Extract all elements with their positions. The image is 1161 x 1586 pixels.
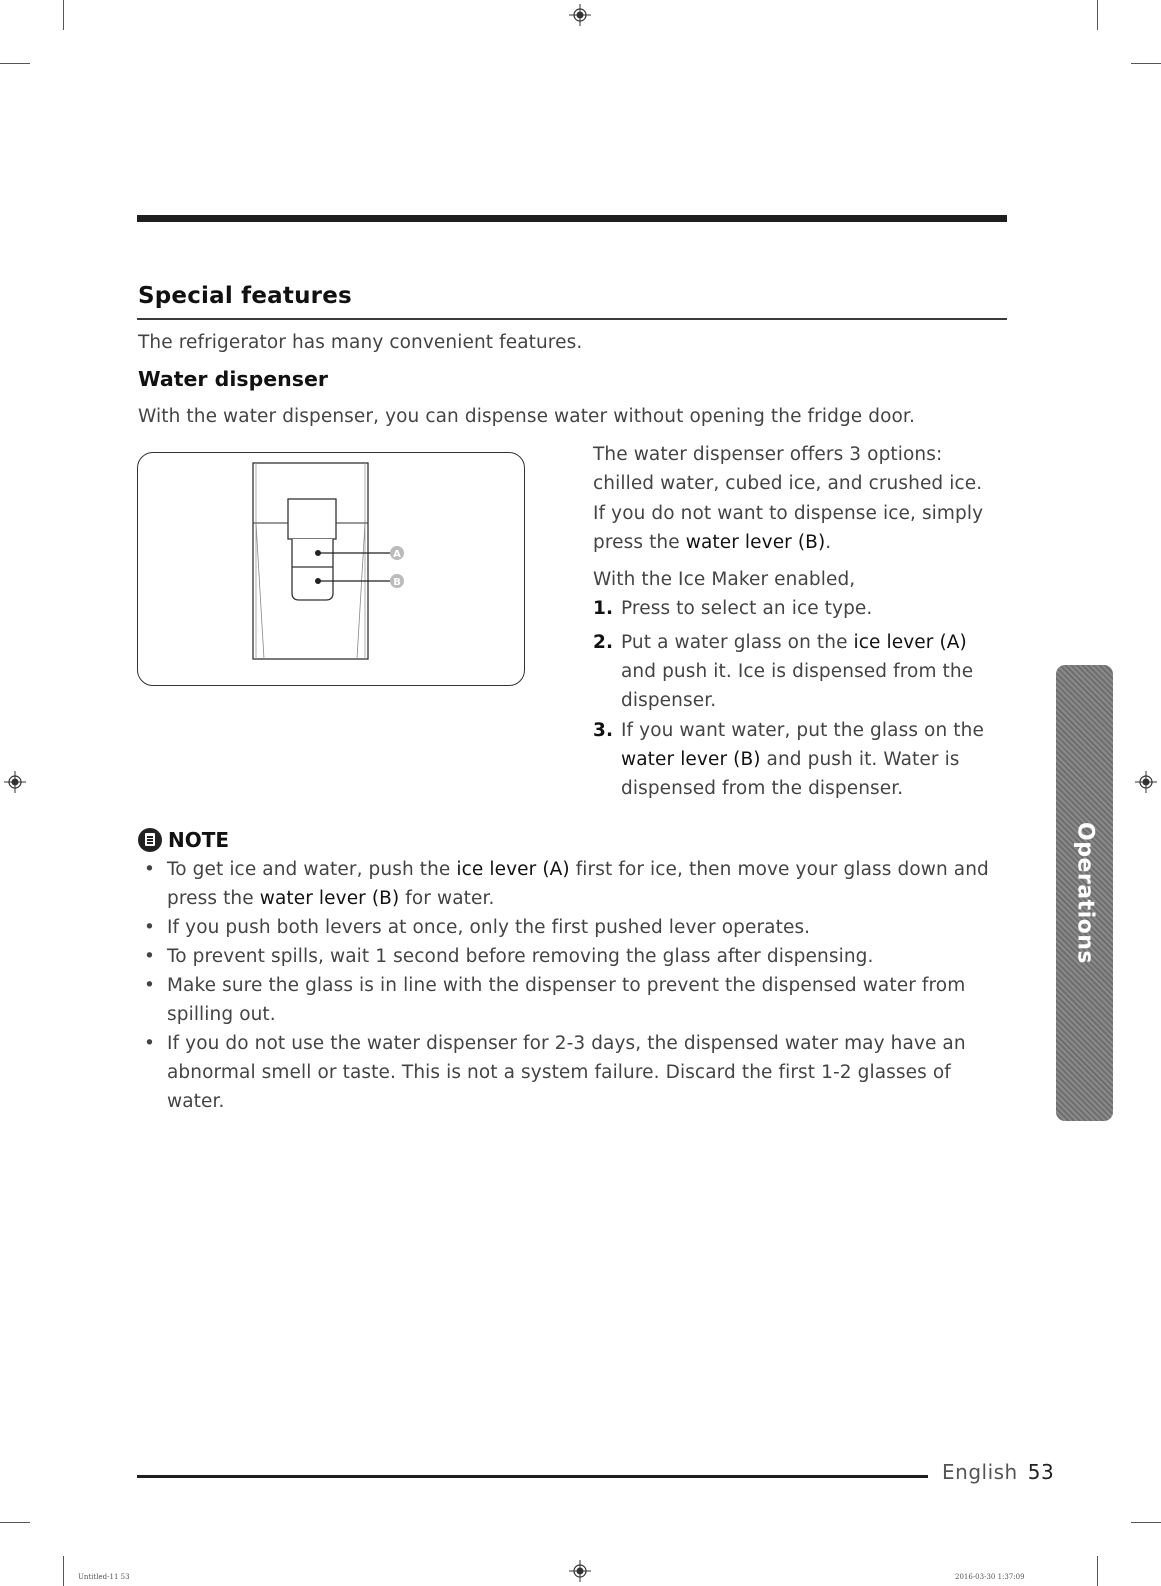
section-title-rule bbox=[137, 318, 1007, 320]
options-line2: chilled water, cubed ice, and crushed ice. bbox=[593, 473, 983, 494]
note-item bbox=[138, 942, 1018, 971]
note-item bbox=[138, 971, 1018, 1029]
water-lever-ref: water lever (B) bbox=[259, 888, 400, 909]
step-2 bbox=[593, 628, 1013, 715]
note-title: NOTE bbox=[168, 828, 230, 852]
section-title: Special features bbox=[138, 283, 352, 309]
no-ice-line1: If you do not want to dispense ice, simply bbox=[593, 503, 984, 524]
bullet: • bbox=[144, 975, 156, 996]
note-text-part: press the bbox=[167, 888, 260, 909]
dispenser-illustration bbox=[138, 453, 523, 684]
step-3 bbox=[593, 716, 1013, 803]
section-intro: The refrigerator has many convenient features. bbox=[138, 332, 583, 353]
step-text-part: Put a water glass on the bbox=[621, 632, 854, 653]
footer-rule bbox=[137, 1475, 928, 1478]
step-text-part: and push it. Water is bbox=[760, 749, 960, 770]
page-number: 53 bbox=[1027, 1460, 1055, 1484]
crop-mark bbox=[1097, 1556, 1098, 1586]
note-line: water. bbox=[167, 1091, 225, 1112]
note-line: If you do not use the water dispenser for 2-3 days, the dispensed water may have an bbox=[167, 1033, 966, 1054]
bullet: • bbox=[144, 946, 156, 967]
crop-mark bbox=[1097, 0, 1098, 30]
options-line1: The water dispenser offers 3 options: bbox=[593, 444, 943, 465]
print-slug-file: Untitled-11 53 bbox=[78, 1573, 130, 1581]
crop-mark bbox=[0, 1522, 30, 1523]
crop-mark bbox=[63, 0, 64, 30]
crop-mark bbox=[1131, 1522, 1161, 1523]
crop-mark bbox=[1131, 63, 1161, 64]
step-number: 1. bbox=[593, 598, 614, 619]
step-text: If you want water, put the glass on the bbox=[621, 720, 984, 741]
no-ice-line2 bbox=[593, 528, 1013, 557]
ice-maker-enabled: With the Ice Maker enabled, bbox=[593, 569, 856, 590]
step-number: 2. bbox=[593, 632, 614, 653]
note-item bbox=[138, 855, 1018, 913]
step-text: Press to select an ice type. bbox=[621, 598, 873, 619]
note-line bbox=[167, 884, 1018, 913]
dispenser-figure bbox=[137, 452, 525, 686]
subsection-intro: With the water dispenser, you can dispense water without opening the fridge door. bbox=[138, 406, 915, 427]
note-list bbox=[138, 855, 1018, 1116]
registration-mark-icon bbox=[1135, 771, 1157, 793]
no-ice-text-part: . bbox=[825, 532, 832, 553]
water-lever-ref: water lever (B) bbox=[621, 749, 761, 770]
print-slug-date: 2016-03-30 1:37:09 bbox=[955, 1573, 1025, 1581]
note-line: spilling out. bbox=[167, 1004, 276, 1025]
bullet: • bbox=[144, 859, 156, 880]
page-footer bbox=[942, 1460, 1054, 1484]
step-text: and push it. Ice is dispensed from the bbox=[621, 661, 974, 682]
note-line: Make sure the glass is in line with the dispenser to prevent the dispensed water from bbox=[167, 975, 966, 996]
bullet: • bbox=[144, 1033, 156, 1054]
label-a: A bbox=[393, 549, 401, 560]
no-ice-text-part: press the bbox=[593, 532, 686, 553]
note-text-part: for water. bbox=[399, 888, 495, 909]
note-text-part: first for ice, then move your glass down and bbox=[569, 859, 989, 880]
note-line bbox=[167, 855, 1018, 884]
registration-mark-icon bbox=[4, 771, 26, 793]
bullet: • bbox=[144, 917, 156, 938]
options-text bbox=[593, 440, 1013, 498]
step-text: dispensed from the dispenser. bbox=[621, 778, 904, 799]
note-line: If you push both levers at once, only the first pushed lever operates. bbox=[167, 917, 811, 938]
note-icon bbox=[138, 828, 162, 852]
step-text bbox=[621, 628, 1013, 657]
side-tab-label: Operations bbox=[1072, 822, 1097, 964]
note-item bbox=[138, 913, 1018, 942]
note-text-part: To get ice and water, push the bbox=[167, 859, 457, 880]
crop-mark bbox=[0, 63, 30, 64]
note-line: abnormal smell or taste. This is not a system failure. Discard the first 1-2 glasses of bbox=[167, 1062, 951, 1083]
section-side-tab bbox=[1056, 665, 1113, 1121]
step-number: 3. bbox=[593, 720, 614, 741]
step-1 bbox=[593, 594, 1013, 623]
note-item bbox=[138, 1029, 1018, 1116]
ice-lever-ref: ice lever (A) bbox=[853, 632, 967, 653]
no-ice-text bbox=[593, 499, 1013, 557]
note-heading bbox=[138, 828, 229, 852]
water-lever-ref: water lever (B) bbox=[685, 532, 826, 553]
subsection-title: Water dispenser bbox=[138, 367, 328, 391]
note-line: To prevent spills, wait 1 second before removing the glass after dispensing. bbox=[167, 946, 874, 967]
footer-language: English bbox=[942, 1460, 1018, 1484]
header-bar bbox=[137, 215, 1007, 222]
step-text bbox=[621, 745, 1013, 774]
registration-mark-icon bbox=[569, 1560, 591, 1582]
ice-lever-ref: ice lever (A) bbox=[456, 859, 570, 880]
step-text: dispenser. bbox=[621, 690, 717, 711]
crop-mark bbox=[63, 1556, 64, 1586]
label-b: B bbox=[393, 577, 401, 588]
registration-mark-icon bbox=[569, 4, 591, 26]
